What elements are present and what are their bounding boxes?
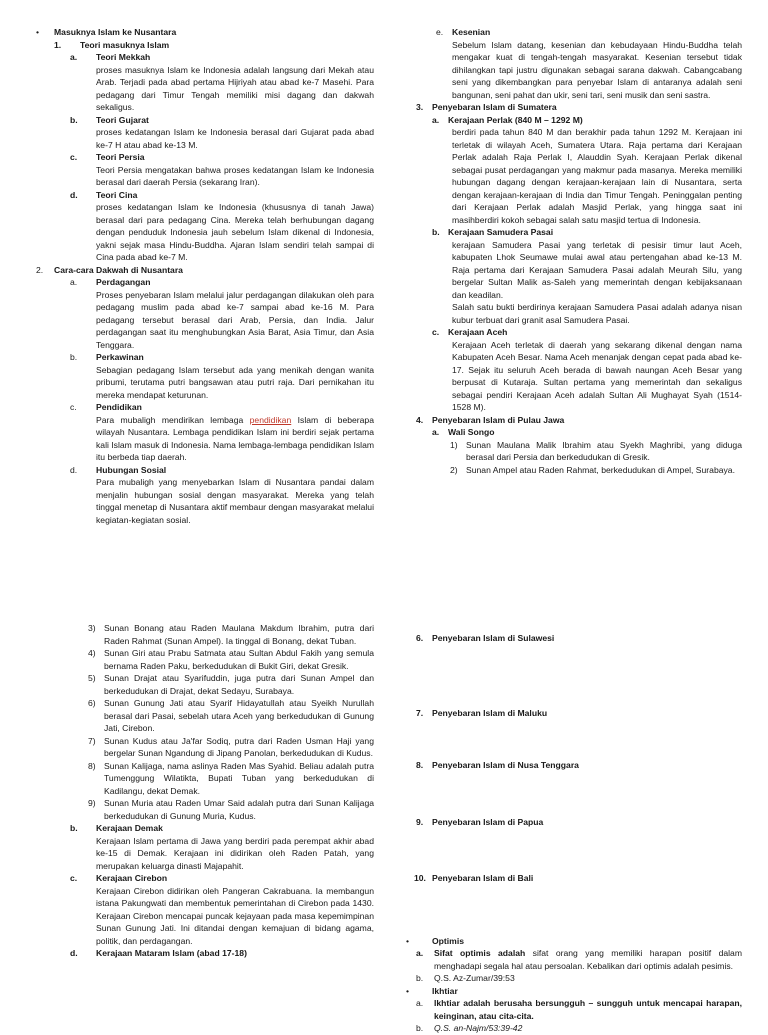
item-text: Sunan Muria atau Raden Umar Said adalah putra dari Sunan Kalijaga berkedudukan di Gunung Muria, Kudus. <box>104 798 374 821</box>
item-body: proses masuknya Islam ke Indonesia adalah langsung dari Mekah atau Arab. Terjadi pada abad pertama Hijriyah atau abad ke-7 Masehi. Para pedagang dari Timur Tengah memiliki misi dagang dan dakwah sekaligus. <box>96 64 374 112</box>
section-number: 9. <box>416 816 424 827</box>
item-letter: d. <box>70 948 78 958</box>
section-title: Penyebaran Islam di Papua <box>432 816 544 827</box>
list-item-heading <box>54 947 374 960</box>
ikhtiar-a <box>406 997 742 1022</box>
item-title: Kerajaan Perlak (840 M – 1292 M) <box>448 114 583 125</box>
section-heading <box>28 264 374 277</box>
document-page-bottom <box>0 614 768 1033</box>
item-title: Ikhtiar <box>432 985 458 996</box>
section-heading <box>406 101 742 114</box>
section-number: 7. <box>416 707 424 718</box>
item-title: Kerajaan Aceh <box>448 327 508 337</box>
section-heading <box>406 872 742 885</box>
item-title: Kerajaan Cirebon <box>96 873 168 883</box>
item-letter: a. <box>432 427 440 437</box>
item-text: Sunan Giri atau Prabu Satmata atau Sultan Abdul Fakih yang semula bernama Raden Paku, berkedudukan di Bukit Giri, dekat Gresik. <box>104 648 374 671</box>
item-number: 2) <box>450 464 458 475</box>
item-title: Perkawinan <box>96 352 144 362</box>
bullet-marker: • <box>406 935 410 946</box>
ikhtiar-heading <box>406 985 742 998</box>
body-text: Islam di beberapa wilayah Nusantara. Lembaga pendidikan Islam ini berdiri sejak pertama kali Islam masuk di Indonesia. Nama lembaga-lembaga pendidikan Islam itu berbeda tiap daerah. <box>96 414 375 462</box>
list-item <box>406 464 742 477</box>
item-letter: b. <box>416 1023 424 1033</box>
list-item-heading <box>406 426 742 439</box>
item-body: Q.S. an-Najm/53:39-42 <box>434 1023 523 1033</box>
item-body: Kerajaan Cirebon didirikan oleh Pangeran Cakrabuana. Ia membangun istana Pakungwati dan membentuk pemerintahan di Cirebon pada 1430. Kerajaan Cirebon mencapai puncak kejayaan pada masa kepemimpinan Sunan Gunung Jati. Ini ditandai dengan kemajuan di bidang agama, politik, dan perdagangan. <box>96 885 374 946</box>
item-title: Kerajaan Samudera Pasai <box>448 227 554 237</box>
list-item <box>88 647 374 672</box>
item-number: 6) <box>88 698 96 708</box>
list-item <box>88 735 374 760</box>
section-number: 4. <box>416 414 424 425</box>
section-heading <box>28 39 374 52</box>
section-number: 3. <box>416 102 424 112</box>
section-title: Teori masuknya Islam <box>80 39 170 50</box>
optimis-heading <box>406 935 742 948</box>
item-title: Wali Songo <box>448 427 495 437</box>
list-item-heading <box>406 26 742 39</box>
section-items <box>28 276 374 526</box>
list-item-heading <box>54 114 374 127</box>
item-body: sifat orang yang memiliki harapan positif dalam menghadapi segala hal atau persoalan. Kebalikan dari optimis adalah pesimis. <box>434 948 742 971</box>
item-letter: a. <box>432 114 440 125</box>
item-number: 7) <box>88 735 96 746</box>
list-item-heading <box>406 326 742 339</box>
item-text: Sunan Bonang atau Raden Maulana Makdum Ibrahim, putra dari Raden Rahmat (Sunan Ampel). Ia tinggal di Bonang, dekat Tuban. <box>104 623 374 646</box>
item-number: 3) <box>88 623 96 633</box>
item-title: Hubungan Sosial <box>96 464 167 475</box>
section-title: Cara-cara Dakwah di Nusantara <box>54 264 183 275</box>
item-letter: b. <box>432 227 440 237</box>
item-text: Sunan Gunung Jati atau Syarif Hidayatullah atau Syeikh Nurullah berasal dari Pasai, sebelah utara Aceh yang berkedudukan di Gunung Jati, Cirebon. <box>104 698 374 733</box>
list-item-heading <box>54 822 374 835</box>
list-item <box>406 439 742 464</box>
item-body: Kerajaan Aceh terletak di daerah yang sekarang dikenal dengan nama Kabupaten Aceh Besar. Nama Aceh menanjak dengan cepat pada abad ke-17. Sejak itu seluruh Aceh berada di bawah naungan Aceh Besar yang berpusat di Kutaraja. Sultan pertama yang memerintah dan sekaligus sebagai pendiri Kerajaan Aceh adalah Sultan Ali Mughayat Syah (1514-1528 M). <box>452 339 742 412</box>
bullet-marker: • <box>406 985 410 996</box>
item-body: Sebelum Islam datang, kesenian dan kebudayaan Hindu-Buddha telah mengakar kuat di tengah-tengah masyarakat. Kesenian tersebut tidak dihilangkan tapi justru digunakan sebagai sarana dakwah. Cabangcabang seni yang dikembangkan para penyebar Islam di antaranya adalah seni bangunan, seni pahat dan ukir, seni tari, seni musik dan seni sastra. <box>452 39 742 100</box>
item-letter: c. <box>70 152 78 162</box>
section-heading <box>406 759 742 772</box>
list-item <box>88 672 374 697</box>
item-text: Sunan Kalijaga, nama aslinya Raden Mas Syahid. Beliau adalah putra Tumenggung Wilatikta, Bupati Tuban yang berkedudukan di Kadilangu, dekat Demak. <box>104 760 374 796</box>
list-item <box>88 760 374 798</box>
item-body: Q.S. Az-Zumar/39:53 <box>434 973 515 983</box>
body-text: Para mubaligh mendirikan lembaga <box>96 414 250 425</box>
item-title: Teori Mekkah <box>96 52 151 62</box>
section-heading <box>406 816 742 829</box>
item-body: Proses penyebaran Islam melalui jalur perdagangan dilakukan oleh para pedagang muslim pada abad ke-7 sampai abad ke-16 M. Para pedagang tersebut berasal dari Arab, Persia, dan India. Jalur perdagangan saat itu menghubungkan Asia Barat, Asia Timur, dan Asia Tenggara. <box>96 289 374 350</box>
item-body: proses kedatangan Islam ke Indonesia berasal dari Gujarat pada abad ke-7 H atau abad ke-13 M. <box>96 127 374 150</box>
optimis-a <box>406 947 742 972</box>
main-heading <box>28 26 374 39</box>
item-letter: d. <box>70 464 78 475</box>
right-column <box>406 622 742 1035</box>
wali-list <box>28 622 374 822</box>
section-number: 8. <box>416 760 424 770</box>
right-column <box>406 26 742 476</box>
list-item-heading <box>406 226 742 239</box>
item-title: Ikhtiar adalah berusaha bersungguh – sungguh untuk mencapai harapan, keinginan, atau cita-cita. <box>434 998 742 1021</box>
item-letter: a. <box>70 52 78 62</box>
item-title: Pendidikan <box>96 402 142 412</box>
section-heading <box>406 632 742 645</box>
item-title: Teori Gujarat <box>96 114 149 125</box>
pendidikan-link[interactable]: pendidikan <box>249 414 292 425</box>
item-body: kerajaan Samudera Pasai yang terletak di pesisir timur laut Aceh, kabupaten Lhok Seumawe mulai awal atau pertengahan abad ke-13 M. Raja pertama dari Kerajaan Samudera Pasai adalah Meurah Silu, yang bergelar Sultan Malik as-Saleh yang memerintah dengan kebijaksanaan dan keadilan. <box>452 239 742 300</box>
optimis-b <box>406 972 742 985</box>
list-item <box>88 797 374 822</box>
list-item-heading <box>54 464 374 477</box>
item-body: berdiri pada tahun 840 M dan berakhir pada tahun 1292 M. Kerajaan ini terletak di wilayah Aceh, Sumatera Utara. Raja pertama dari Kerajaan Perlak adalah Raja Perlak I, Alauddin Syah. Kerajaan Perlak dikenal sebagai pusat perdagangan yang makmur pada masanya. Mereka memiliki hubungan dagang dengan kerajaan-kerajaan lain di Nusantara, serta dengan kerajaan-kerajaan di India dan Timur Tengah. Peninggalan penting dari Kerajaan Perlak adalah Masjid Perlak, yang hingga saat ini masihberdiri kokoh sebagai salah satu masjid tertua di Indonesia. <box>452 127 742 225</box>
item-letter: c. <box>70 402 77 412</box>
section-number: 1. <box>54 39 62 50</box>
item-number: 9) <box>88 798 96 808</box>
page-divider <box>0 588 768 606</box>
item-title: Kerajaan Mataram Islam (abad 17-18) <box>96 948 247 958</box>
item-text: Sunan Kudus atau Ja'far Sodiq, putra dari Raden Usman Haji yang bergelar Sunan Ngandung di Jipang Panolan, berkedudukan di Kudus. <box>104 735 374 758</box>
section-number: 2. <box>36 264 44 275</box>
item-text: Sunan Drajat atau Syarifuddin, juga putra dari Sunan Ampel dan berkedudukan di Drajat, dekat Sedayu, Surabaya. <box>104 673 374 696</box>
ikhtiar-b <box>406 1022 742 1035</box>
section-number: 10. <box>414 873 426 883</box>
item-body: Salah satu bukti berdirinya kerajaan Samudera Pasai adalah adanya nisan kubur terbuat dari granit asal Samudera Pasai. <box>452 302 742 325</box>
item-body: Para mubaligh yang menyebarkan Islam di Nusantara pandai dalam menjalin hubungan sosial dengan masyarakat. Mereka yang telah tinggal menetap di Nusantara aktif membaur dengan masyarakat melalui kegiatan-kegiatan sosial. <box>96 477 374 525</box>
main-title: Masuknya Islam ke Nusantara <box>54 27 177 37</box>
item-letter: c. <box>70 873 78 883</box>
list-item-heading <box>54 351 374 364</box>
section-heading <box>406 707 742 720</box>
list-item-heading <box>54 401 374 414</box>
section-heading <box>406 414 742 427</box>
item-title: Teori Persia <box>96 152 145 162</box>
item-body: Sebagian pedagang Islam tersebut ada yang menikah dengan wanita pribumi, terutama putri bangsawan atau putri raja. Dari pernikahan itu mereka mendapat keturunan. <box>96 364 374 400</box>
item-letter: a. <box>416 998 424 1008</box>
item-letter: a. <box>416 948 424 958</box>
kerajaan-list <box>28 822 374 960</box>
item-body: proses kedatangan Islam ke Indonesia (khususnya di tanah Jawa) berasal dari para pedagang Cina. Mereka telah berhubungan dagang dengan penduduk Indonesia jauh sebelum Islam dikenal di Indonesia, yakni sejak masa Hindu-Buddha. Ajaran Islam sendiri telah sampai di Cina pada abad ke-7 M. <box>96 202 374 262</box>
item-letter: c. <box>432 327 440 337</box>
list-item-heading <box>54 51 374 64</box>
item-body <box>54 414 374 464</box>
item-number: 4) <box>88 648 96 658</box>
item-letter: b. <box>416 973 424 983</box>
left-column <box>28 26 374 526</box>
item-title: Perdagangan <box>96 277 151 287</box>
item-body: Kerajaan Islam pertama di Jawa yang berdiri pada perempat akhir abad ke-15 di Demak. Kerajaan ini didirikan oleh Raden Patah, yang merupakan keluarga dinasti Majapahit. <box>96 835 374 871</box>
list-item-heading <box>54 151 374 164</box>
item-title: Teori Cina <box>96 189 138 200</box>
item-letter: b. <box>70 352 78 362</box>
item-letter: d. <box>70 189 78 200</box>
item-title: Optimis <box>432 935 464 946</box>
list-item-heading <box>54 872 374 885</box>
list-item-heading <box>54 189 374 202</box>
item-title: Sifat optimis adalah <box>434 948 526 958</box>
item-title: Kerajaan Demak <box>96 823 163 833</box>
list-item <box>88 697 374 735</box>
section-items <box>28 51 374 264</box>
list-item-heading <box>406 114 742 127</box>
item-number: 1) <box>450 439 458 450</box>
section-title: Penyebaran Islam di Sulawesi <box>432 633 555 643</box>
section-title: Penyebaran Islam di Bali <box>432 873 534 883</box>
left-column <box>28 622 374 960</box>
section-number: 6. <box>416 633 424 643</box>
section-title: Penyebaran Islam di Pulau Jawa <box>432 414 565 425</box>
item-text: Sunan Maulana Malik Ibrahim atau Syekh Maghribi, yang diduga berasal dari Persia dan berkedudukan di Gresik. <box>466 439 742 462</box>
section-title: Penyebaran Islam di Nusa Tenggara <box>432 760 579 770</box>
item-text: Sunan Ampel atau Raden Rahmat, berkedudukan di Ampel, Surabaya. <box>466 464 735 475</box>
list-item-heading <box>54 276 374 289</box>
item-letter: b. <box>70 114 78 125</box>
section-title: Penyebaran Islam di Maluku <box>432 707 548 718</box>
item-letter: a. <box>70 277 78 287</box>
item-number: 8) <box>88 760 96 771</box>
item-letter: b. <box>70 823 78 833</box>
item-letter: e. <box>436 27 444 37</box>
item-title: Kesenian <box>452 27 491 37</box>
section-title: Penyebaran Islam di Sumatera <box>432 102 557 112</box>
item-body: Teori Persia mengatakan bahwa proses kedatangan Islam ke Indonesia berasal dari daerah Persia (sekarang Iran). <box>96 164 374 187</box>
list-item <box>88 622 374 647</box>
bullet-marker: • <box>36 27 40 37</box>
item-number: 5) <box>88 673 96 683</box>
